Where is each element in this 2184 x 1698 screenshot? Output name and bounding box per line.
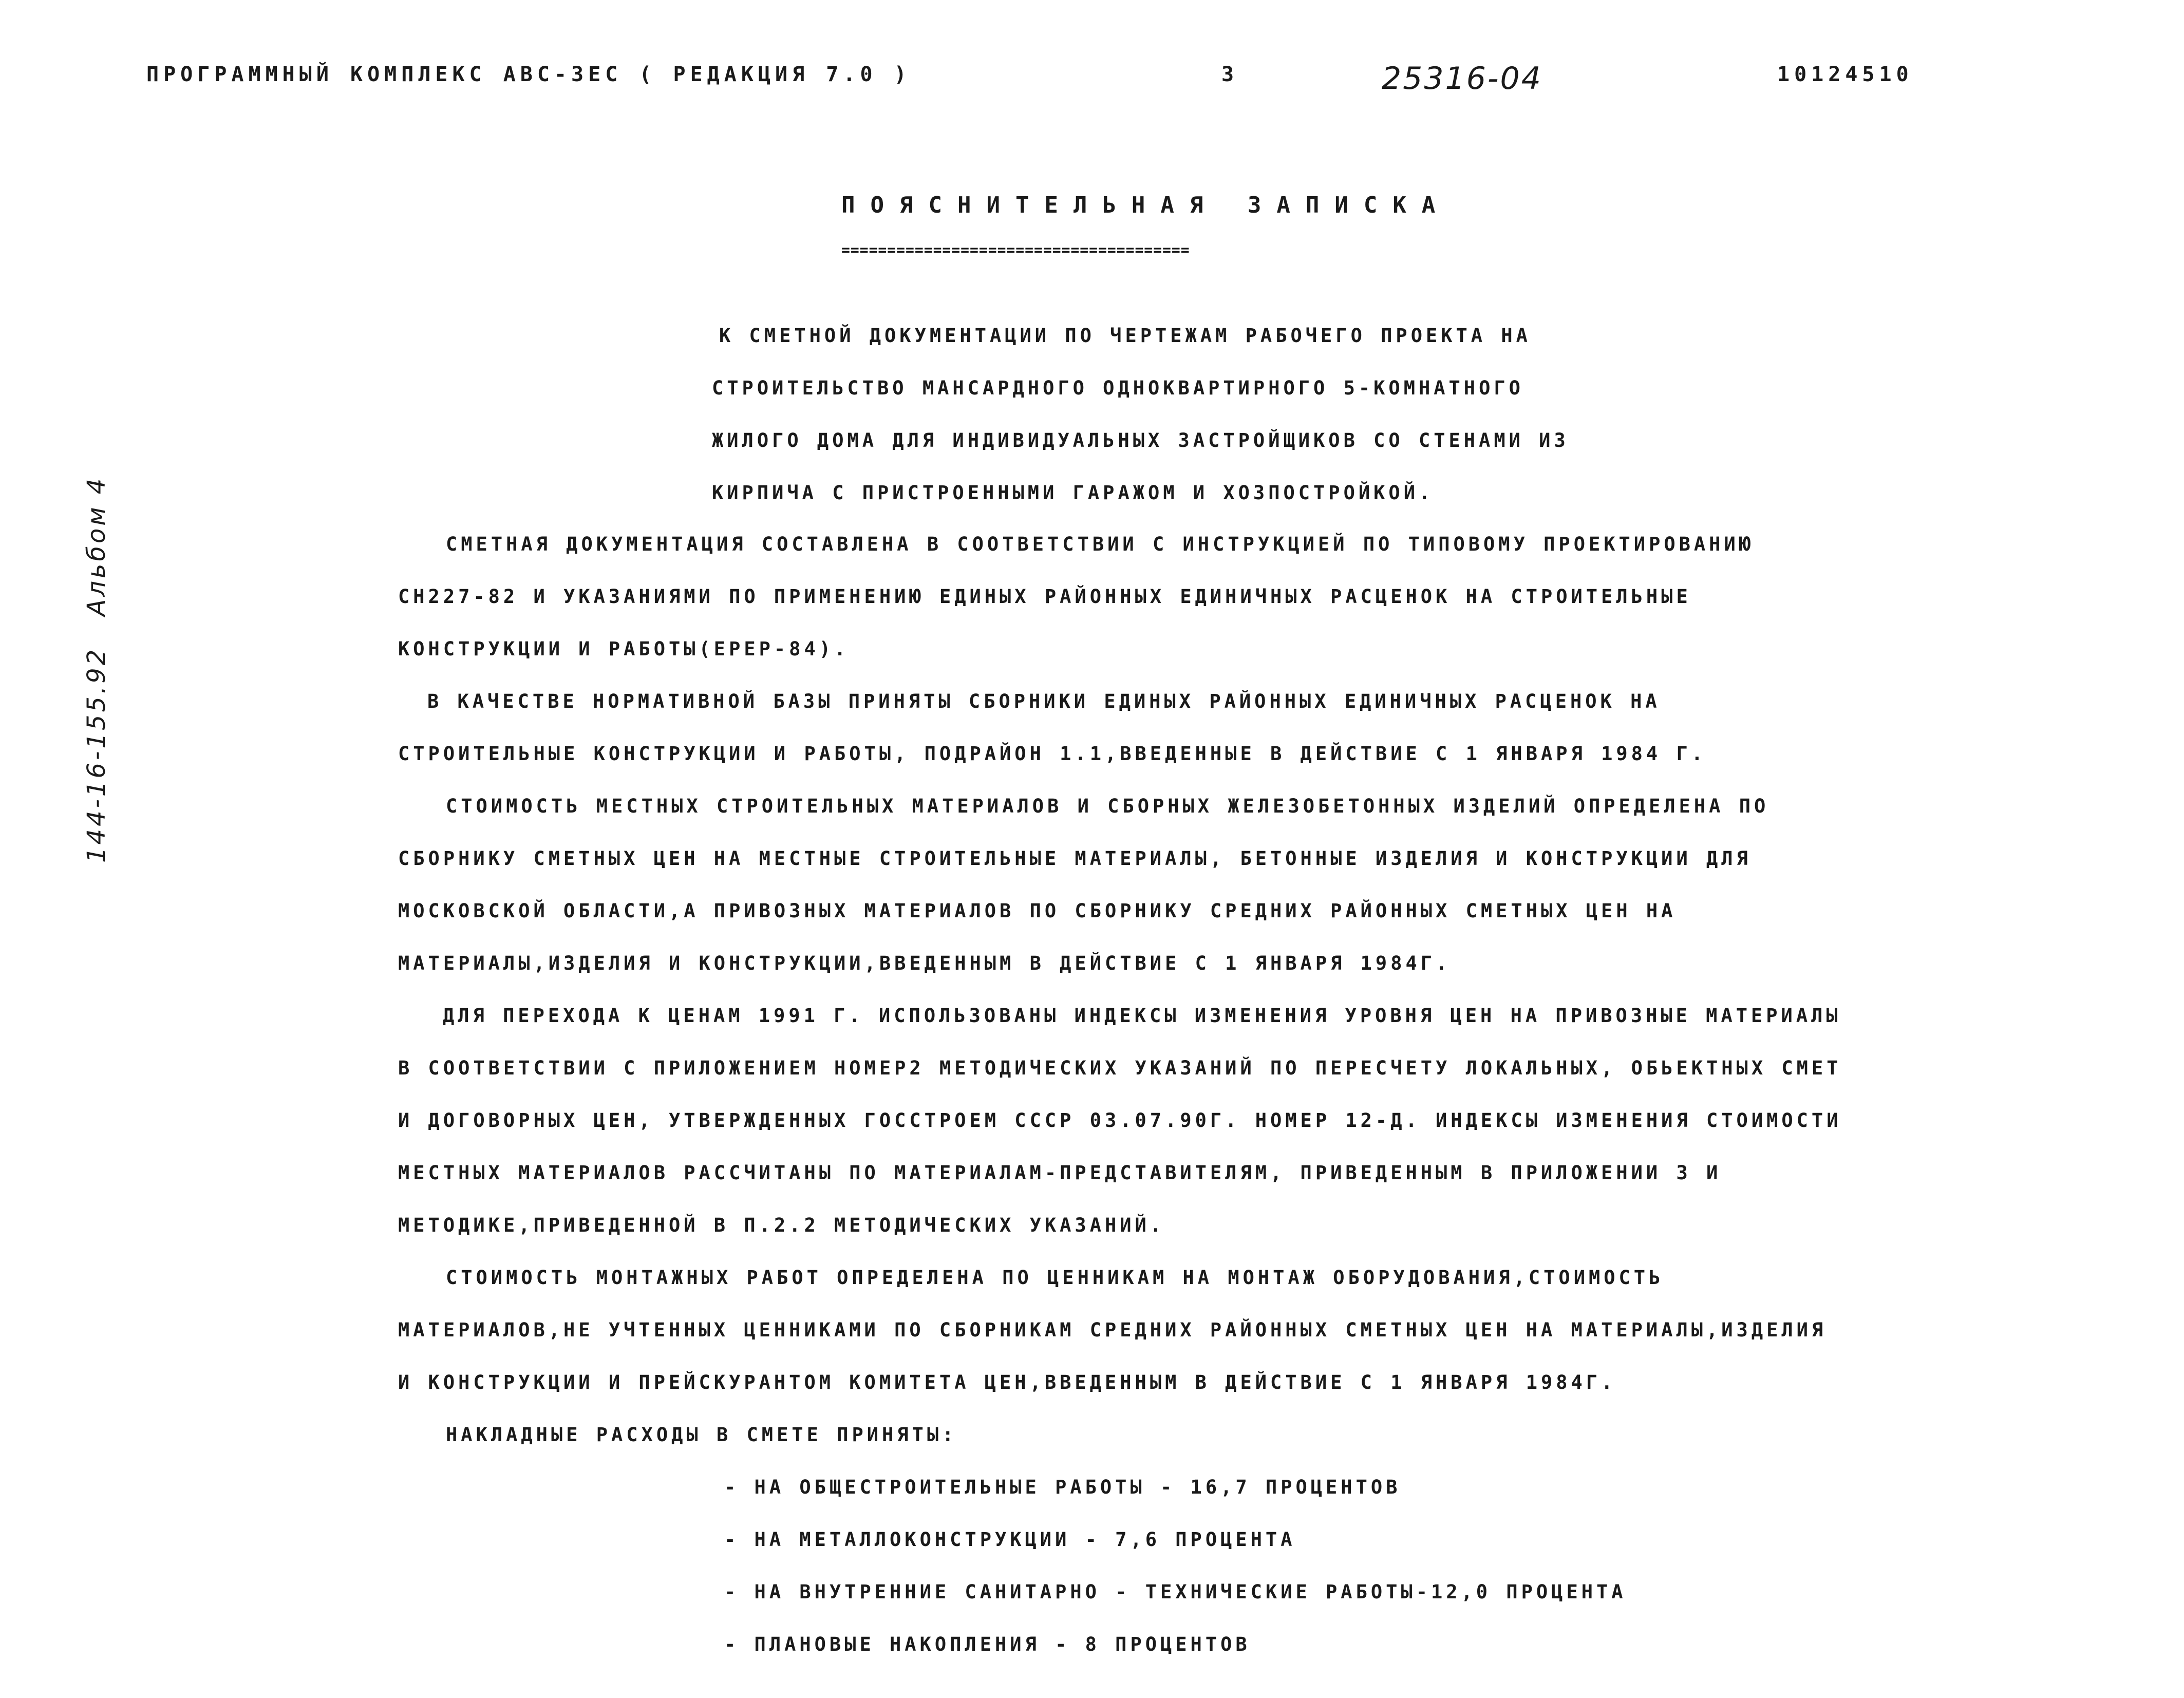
margin-reference: 144-16-155.92 [82, 647, 111, 863]
body-line: ЖИЛОГО ДОМА ДЛЯ ИНДИВИДУАЛЬНЫХ ЗАСТРОЙЩИКОВ СО СТЕНАМИ ИЗ [712, 429, 1569, 451]
overhead-item: - ПЛАНОВЫЕ НАКОПЛЕНИЯ - 8 ПРОЦЕНТОВ [724, 1633, 1251, 1655]
document-code: 10124510 [1777, 63, 1913, 86]
body-line: КОНСТРУКЦИИ И РАБОТЫ(ЕРЕР-84). [398, 638, 850, 660]
margin-album: Альбом 4 [82, 476, 111, 616]
margin-annotation [82, 144, 111, 863]
body-line: СТРОИТЕЛЬНЫЕ КОНСТРУКЦИИ И РАБОТЫ, ПОДРАЙОН 1.1,ВВЕДЕННЫЕ В ДЕЙСТВИЕ С 1 ЯНВАРЯ 1984 Г. [398, 743, 1707, 765]
page-number: 3 [1221, 63, 1239, 86]
overhead-item: - НА МЕТАЛЛОКОНСТРУКЦИИ - 7,6 ПРОЦЕНТА [724, 1529, 1296, 1551]
body-line: МЕТОДИКЕ,ПРИВЕДЕННОЙ В П.2.2 МЕТОДИЧЕСКИХ УКАЗАНИЙ. [398, 1214, 1165, 1236]
body-line: ДЛЯ ПЕРЕХОДА К ЦЕНАМ 1991 Г. ИСПОЛЬЗОВАНЫ ИНДЕКСЫ ИЗМЕНЕНИЯ УРОВНЯ ЦЕН НА ПРИВОЗНЫЕ МАТЕРИАЛЫ [443, 1005, 1841, 1027]
body-line: МОСКОВСКОЙ ОБЛАСТИ,А ПРИВОЗНЫХ МАТЕРИАЛОВ ПО СБОРНИКУ СРЕДНИХ РАЙОННЫХ СМЕТНЫХ ЦЕН НА [398, 900, 1677, 922]
document-title: ПОЯСНИТЕЛЬНАЯ ЗАПИСКА [841, 192, 1451, 218]
body-line: КИРПИЧА С ПРИСТРОЕННЫМИ ГАРАЖОМ И ХОЗПОСТРОЙКОЙ. [712, 482, 1434, 504]
body-line: НАКЛАДНЫЕ РАСХОДЫ В СМЕТЕ ПРИНЯТЫ: [446, 1424, 957, 1446]
body-line: В СООТВЕТСТВИИ С ПРИЛОЖЕНИЕМ НОМЕР2 МЕТОДИЧЕСКИХ УКАЗАНИЙ ПО ПЕРЕСЧЕТУ ЛОКАЛЬНЫХ, ОБЬЕКТНЫХ СМЕТ [398, 1057, 1842, 1079]
body-line: МАТЕРИАЛЫ,ИЗДЕЛИЯ И КОНСТРУКЦИИ,ВВЕДЕННЫМ В ДЕЙСТВИЕ С 1 ЯНВАРЯ 1984Г. [398, 952, 1451, 974]
body-line: СМЕТНАЯ ДОКУМЕНТАЦИЯ СОСТАВЛЕНА В СООТВЕТСТВИИ С ИНСТРУКЦИЕЙ ПО ТИПОВОМУ ПРОЕКТИРОВАНИЮ [446, 533, 1755, 555]
program-name: ПРОГРАММНЫЙ КОМПЛЕКС АВС-3ЕС ( РЕДАКЦИЯ 7.0 ) [146, 63, 911, 86]
document-number: 25316-04 [1382, 61, 1542, 97]
body-line: СТОИМОСТЬ МЕСТНЫХ СТРОИТЕЛЬНЫХ МАТЕРИАЛОВ И СБОРНЫХ ЖЕЛЕЗОБЕТОННЫХ ИЗДЕЛИЙ ОПРЕДЕЛЕНА ПО [446, 795, 1769, 817]
body-line: СТРОИТЕЛЬСТВО МАНСАРДНОГО ОДНОКВАРТИРНОГО 5-КОМНАТНОГО [712, 377, 1524, 399]
body-line: И КОНСТРУКЦИИ И ПРЕЙСКУРАНТОМ КОМИТЕТА ЦЕН,ВВЕДЕННЫМ В ДЕЙСТВИЕ С 1 ЯНВАРЯ 1984Г. [398, 1371, 1616, 1393]
overhead-item: - НА ОБЩЕСТРОИТЕЛЬНЫЕ РАБОТЫ - 16,7 ПРОЦЕНТОВ [724, 1476, 1401, 1498]
overhead-item: - НА ВНУТРЕННИЕ САНИТАРНО - ТЕХНИЧЕСКИЕ РАБОТЫ-12,0 ПРОЦЕНТА [724, 1581, 1627, 1603]
body-line: СН227-82 И УКАЗАНИЯМИ ПО ПРИМЕНЕНИЮ ЕДИНЫХ РАЙОННЫХ ЕДИНИЧНЫХ РАСЦЕНОК НА СТРОИТЕЛЬНЫЕ [398, 586, 1691, 608]
body-line: И ДОГОВОРНЫХ ЦЕН, УТВЕРЖДЕННЫХ ГОССТРОЕМ СССР 03.07.90Г. НОМЕР 12-Д. ИНДЕКСЫ ИЗМЕНЕНИЯ СТОИМОСТИ [398, 1109, 1842, 1131]
title-underline: ====================================== [841, 241, 1190, 258]
body-line: МЕСТНЫХ МАТЕРИАЛОВ РАССЧИТАНЫ ПО МАТЕРИАЛАМ-ПРЕДСТАВИТЕЛЯМ, ПРИВЕДЕННЫМ В ПРИЛОЖЕНИИ 3 И [398, 1162, 1722, 1184]
body-line: СТОИМОСТЬ МОНТАЖНЫХ РАБОТ ОПРЕДЕЛЕНА ПО ЦЕННИКАМ НА МОНТАЖ ОБОРУДОВАНИЯ,СТОИМОСТЬ [446, 1267, 1664, 1289]
body-line: МАТЕРИАЛОВ,НЕ УЧТЕННЫХ ЦЕННИКАМИ ПО СБОРНИКАМ СРЕДНИХ РАЙОННЫХ СМЕТНЫХ ЦЕН НА МАТЕРИАЛЫ,ИЗДЕЛИЯ [398, 1319, 1827, 1341]
body-line: СБОРНИКУ СМЕТНЫХ ЦЕН НА МЕСТНЫЕ СТРОИТЕЛЬНЫЕ МАТЕРИАЛЫ, БЕТОННЫЕ ИЗДЕЛИЯ И КОНСТРУКЦИИ ДЛЯ [398, 847, 1752, 870]
body-line: В КАЧЕСТВЕ НОРМАТИВНОЙ БАЗЫ ПРИНЯТЫ СБОРНИКИ ЕДИНЫХ РАЙОННЫХ ЕДИНИЧНЫХ РАСЦЕНОК НА [427, 690, 1661, 712]
body-line: К СМЕТНОЙ ДОКУМЕНТАЦИИ ПО ЧЕРТЕЖАМ РАБОЧЕГО ПРОЕКТА НА [719, 325, 1531, 347]
